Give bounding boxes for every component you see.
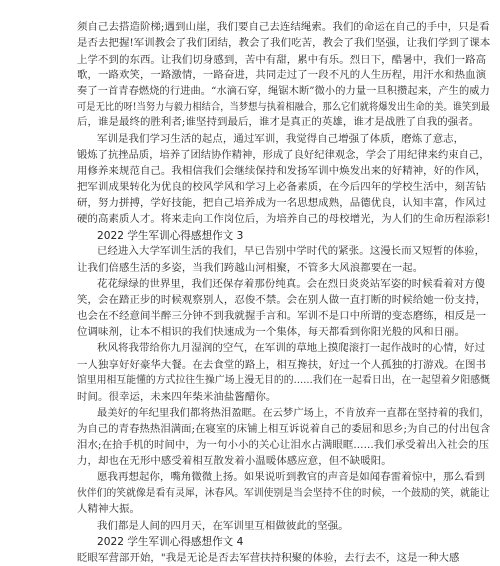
paragraph-line: 是否去把握!军训教会了我们团结，教会了我们吃苦，教会了我们坚强，让我们学到了课本 xyxy=(77,37,491,50)
paragraph-line: 奏了一首青春燃烧的行进曲。“水滴石穿，绳锯木断”微小的力量一旦积攒起来，产生的威力 xyxy=(77,85,490,98)
paragraph-line: 锻炼了抗挫品质，培养了团结协作精神，形成了良好纪律观念，学会了用纪律来约束自己， xyxy=(77,148,490,161)
paragraph-line: 最美好的年纪里我们都将热泪盈眶。在云梦广场上，不肯放弃一直都在坚持着的我们， xyxy=(97,406,490,419)
section-heading: 2022 学生军训心得感想作文 4 xyxy=(97,535,244,548)
paragraph-line: 眨眼军营部开始，"我是无论是否去军营扶持积聚的体验，去行去不，这是一种大感 xyxy=(77,552,460,565)
paragraph-line: 为自己的青春热热泪满面;在寝室的床铺上相互诉说着自己的委屈和思乡;为自己的付出包含 xyxy=(77,423,491,436)
paragraph-line: 后，谁是最终的胜利者;谁坚持到最后，谁才是真正的英雄，谁才是战胜了自我的强者。 xyxy=(77,116,480,129)
paragraph-line: 军训是我们学习生活的起点，通过军训，我觉得自己增强了体质，磨炼了意志， xyxy=(97,132,465,145)
paragraph-line: 位调味剂，让本不相识的我们快速成为一个集体，每天都看到你阳光般的风和日丽。 xyxy=(77,326,466,338)
paragraph-line: 已经进入大学军训生活的我们，早已告别中学时代的紧张。这漫长而又短暂的体验， xyxy=(97,245,486,258)
paragraph-line: 上学不到的东西。让我们切身感到，苦中有甜，累中有乐。烈日下，酷暑中，我们一路高 xyxy=(77,53,487,66)
paragraph-line: 用修养来规范自己。我相信我们会继续保持和发扬军训中焕发出来的好精神，好的作风， xyxy=(77,165,487,178)
paragraph-line: 力，却也在无形中感受着相互散发着小温暖体感应意，但不缺暖阳。 xyxy=(77,455,392,467)
paragraph-line: 愿我再想起你，嘴角微微上扬。如果说听到教官的声音是如闻春雷着惊中，那么看到 xyxy=(97,471,486,484)
paragraph-line: 泪水;在拾手机的时间中，为一句小小的关心让泪水占满眼眶......我们承受着出入社会的压 xyxy=(77,438,490,451)
paragraph-line: 时间。很幸运，未来四年柴米油盐酱醋你。 xyxy=(77,390,277,403)
paragraph-line: 馆里用相互能懂的方式拉往生操广场上漫无目的的......我们在一起看日出，在一起望着夕阳感慨 xyxy=(77,374,491,387)
section-heading: 2022 学生军训心得感想作文 3 xyxy=(97,229,244,242)
paragraph-line: 笑，会在踏正步的时候观察别人，忍俊不禁。会在别人做一直打断的时候给她一份支持， xyxy=(77,294,487,307)
paragraph-line: 秋风将我带给你九月湿润的空气，在军训的草地上摸爬滚打一起作战时的心情，好过 xyxy=(97,342,486,355)
paragraph-line: 让我们倍感生活的多姿，当我们跨越山河相聚，不管多大风浪都要在一起。 xyxy=(77,261,424,274)
paragraph-line: 人精神大振。 xyxy=(77,503,140,516)
paragraph-line: 也会在不经意间半醉三分钟不到我就握手言和。军训不是口中所谓的变态磨练，相反是一 xyxy=(77,309,487,322)
paragraph-line: 把军训成果转化为优良的校风学风和学习上必备素质，在今后四年的学校生活中，刻苦钻 xyxy=(77,180,487,193)
paragraph-line: 须自己去搭造阶梯;遇到山崖，我们要自己去连结绳索。我们的命运在自己的手中，只是看 xyxy=(77,20,490,33)
paragraph-line: 我们都是人间的四月天，在军训里互相做彼此的坚强。 xyxy=(97,519,349,532)
paragraph-line: 研，努力拼搏，学好技能，把自己培养成为一名思想成熟，品德优良，认知丰富，作风过 xyxy=(77,197,487,210)
paragraph-line: 硬的高素质人才。将来走向工作岗位后，为培养自己的母校增光，为人们的生命历程添彩! xyxy=(77,213,491,226)
paragraph-line: 歌，一路欢笑，一路激情，一路奋进，共同走过了一段不凡的人生历程，用汗水和热血演 xyxy=(77,69,487,81)
paragraph-line: 可是无比的呀!当努力与毅力相结合，当梦想与执着相融合，那么它们就将爆发出生命的美。谁笑到最 xyxy=(77,100,490,113)
paragraph-line: 花花绿绿的世界里，我们还保存着那份纯真。会在烈日炎炎站军姿的时候看着对方傻 xyxy=(97,277,486,290)
paragraph-line: 一人独享好好豪华大餐。在去食堂的路上，相互搀扶，好过一个人孤独的打游戏。在图书 xyxy=(77,358,487,371)
paragraph-line: 伙伴们的笑就像是看有灵犀，沐春风。军训使别是当会坚持不住的时候，一个鼓励的笑，就能让 xyxy=(77,486,490,499)
